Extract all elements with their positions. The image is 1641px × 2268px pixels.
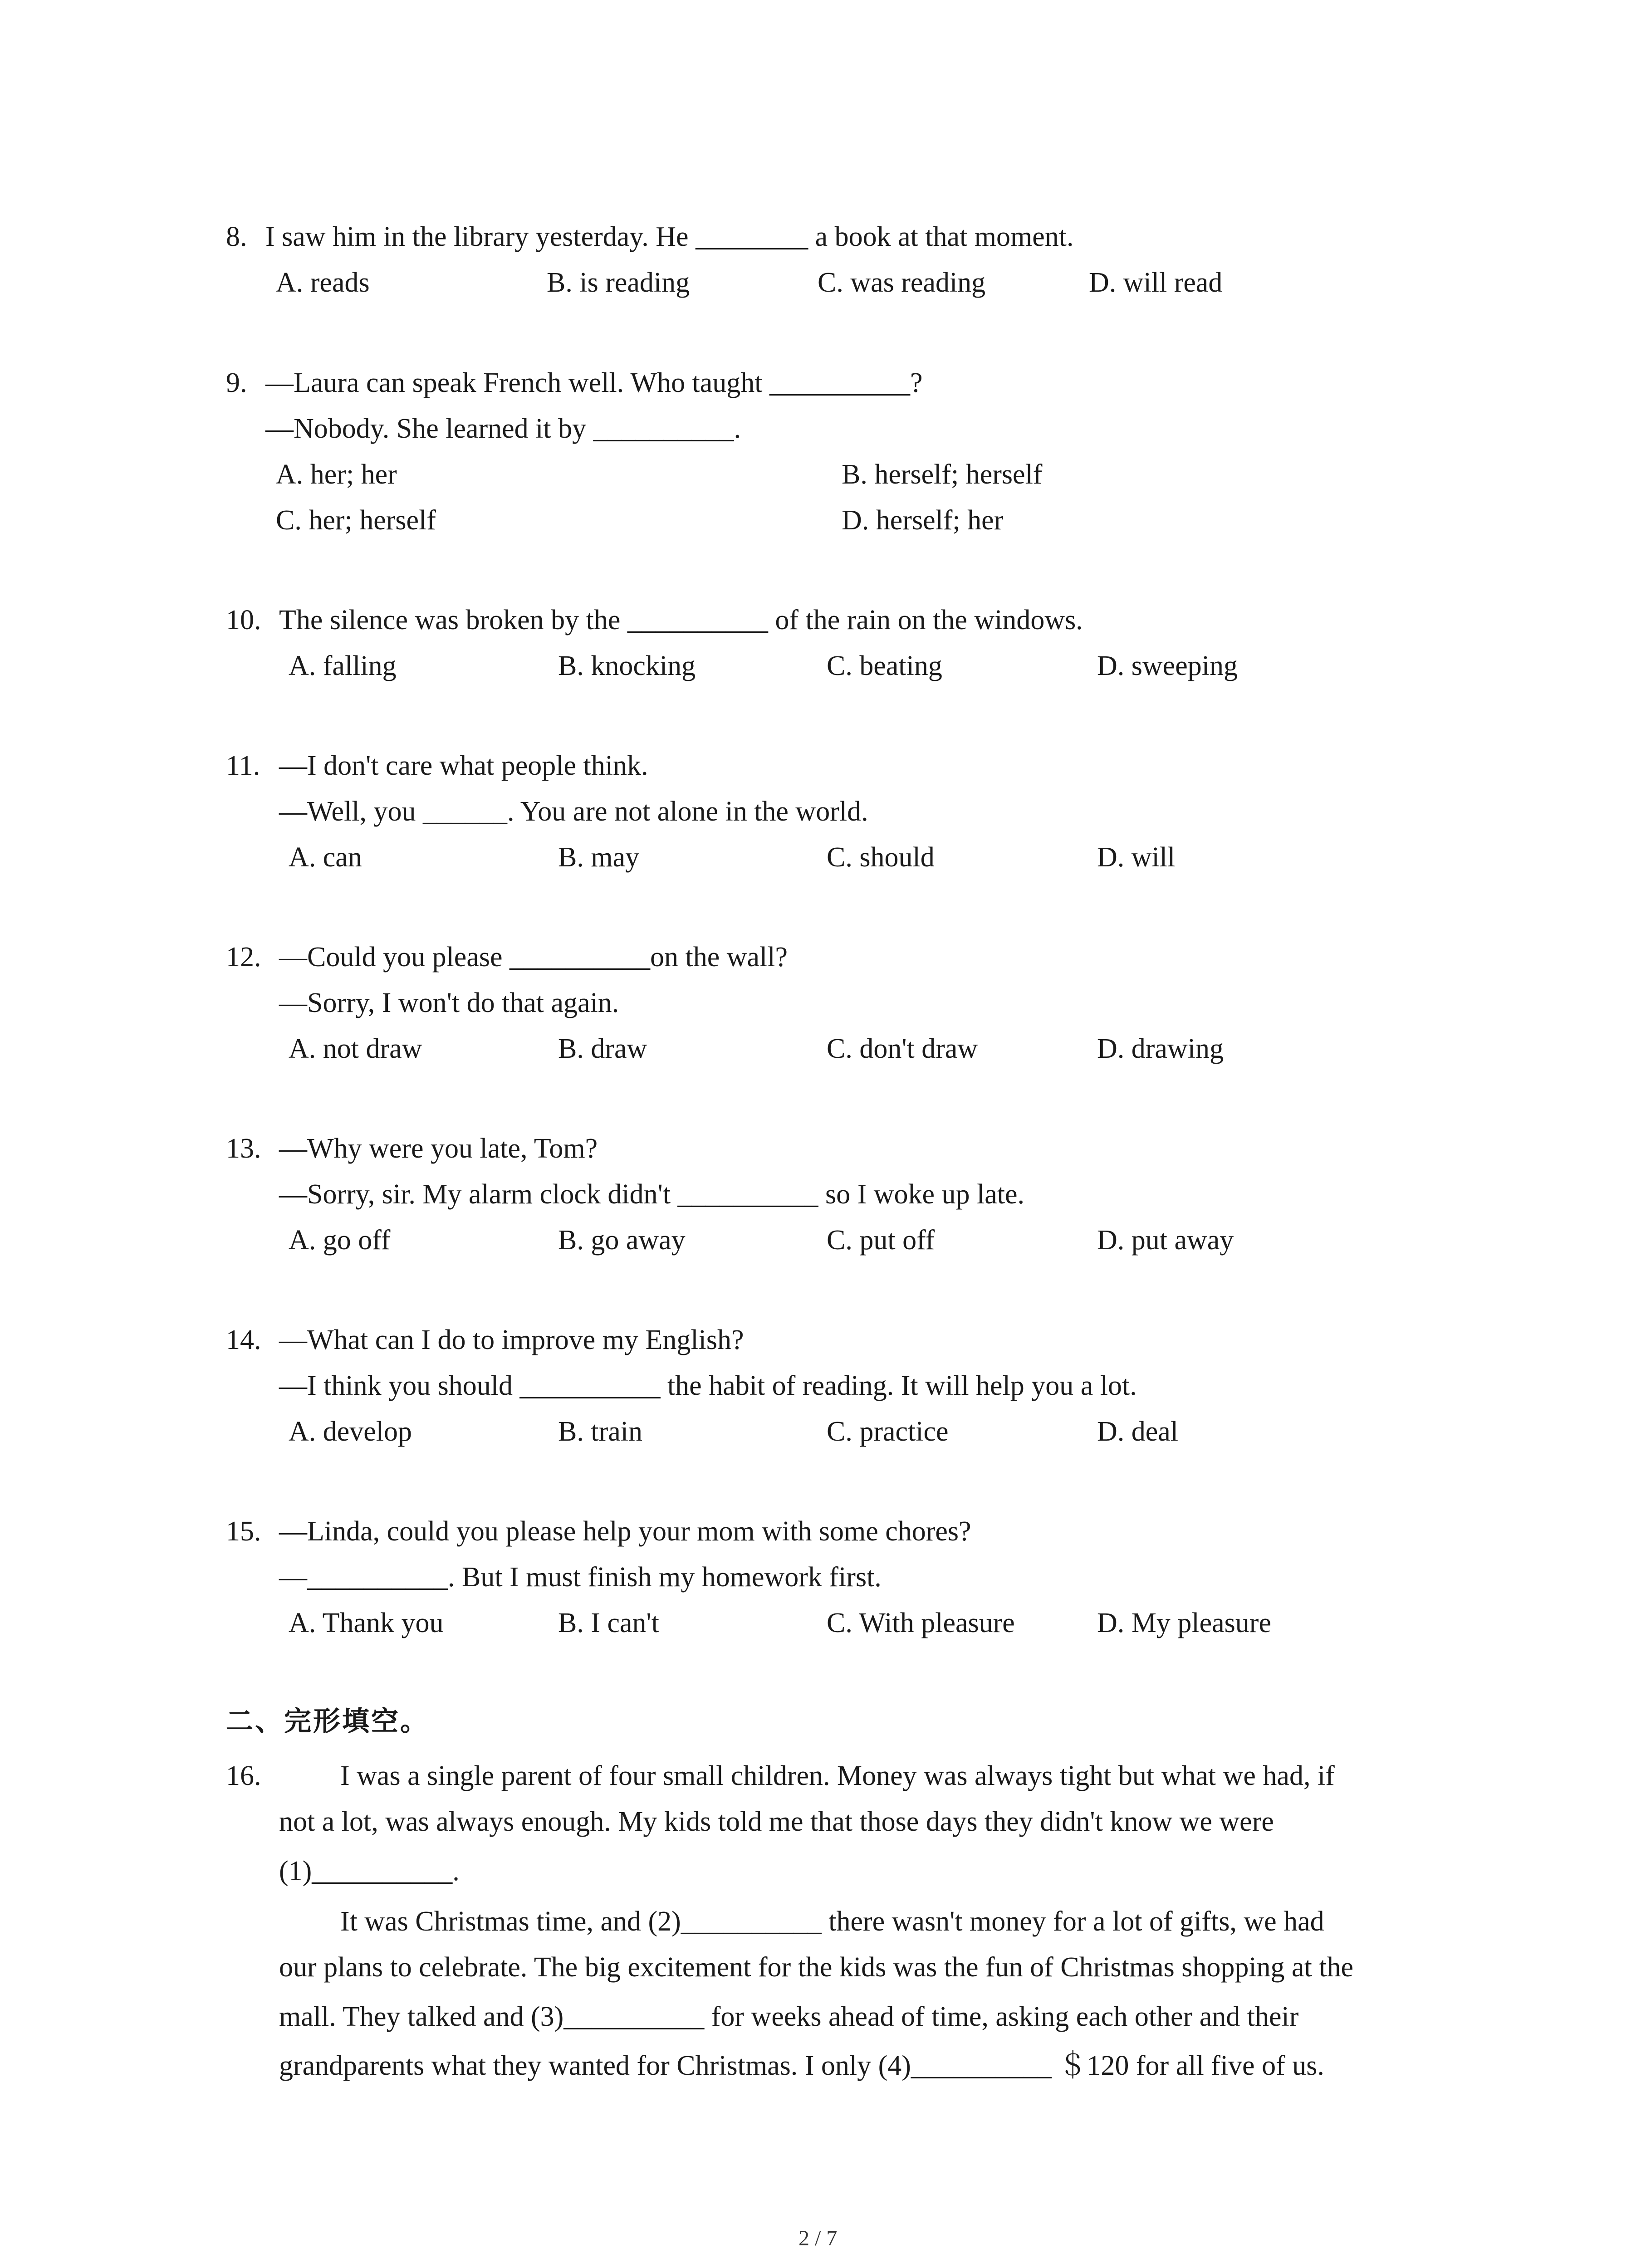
question-stem: —Laura can speak French well. Who taught __________? (265, 367, 923, 398)
option-d: D. My pleasure (1097, 1608, 1271, 1638)
option-d: D. drawing (1097, 1033, 1224, 1064)
passage-line: not a lot, was always enough. My kids told me that those days they didn't know we were (279, 1806, 1274, 1837)
option-d: D. herself; her (842, 505, 1004, 536)
question-stem: —Linda, could you please help your mom with some chores? (279, 1516, 971, 1547)
question-number: 9. (226, 367, 247, 398)
question-number: 12. (226, 942, 261, 973)
passage-line: (1)__________. (279, 1856, 460, 1887)
question-number: 11. (226, 750, 260, 781)
option-a: A. reads (276, 267, 370, 298)
option-d: D. put away (1097, 1225, 1234, 1256)
option-b: B. knocking (558, 650, 696, 681)
question-stem: —I don't care what people think. (279, 750, 648, 781)
option-d: D. will read (1089, 267, 1223, 298)
option-d: D. will (1097, 842, 1176, 873)
option-b: B. is reading (547, 267, 690, 298)
question-number: 15. (226, 1516, 261, 1547)
question-stem: —Why were you late, Tom? (279, 1133, 598, 1164)
option-b: B. herself; herself (842, 459, 1043, 490)
option-a: A. Thank you (289, 1608, 444, 1638)
passage-line: mall. They talked and (3)__________ for weeks ahead of time, asking each other and their (279, 2001, 1299, 2032)
option-b: B. may (558, 842, 640, 873)
option-c: C. her; herself (276, 505, 436, 536)
question-stem: —Could you please __________on the wall? (279, 942, 788, 973)
question-stem: The silence was broken by the __________ of the rain on the windows. (279, 605, 1083, 635)
question-stem: I saw him in the library yesterday. He ________ a book at that moment. (265, 221, 1074, 252)
passage-line: our plans to celebrate. The big excitement for the kids was the fun of Christmas shopping at the (279, 1952, 1354, 1983)
passage-number: 16. (226, 1760, 261, 1791)
option-c: C. put off (827, 1225, 935, 1256)
question-stem: —Sorry, I won't do that again. (279, 987, 619, 1018)
question-stem: —__________. But I must finish my homework first. (279, 1562, 882, 1593)
option-b: B. I can't (558, 1608, 659, 1638)
option-a: A. her; her (276, 459, 397, 490)
option-c: C. was reading (818, 267, 986, 298)
option-a: A. go off (289, 1225, 391, 1256)
question-stem: —Well, you ______. You are not alone in the world. (279, 796, 868, 827)
option-d: D. deal (1097, 1416, 1179, 1447)
question-number: 13. (226, 1133, 261, 1164)
question-stem: —What can I do to improve my English? (279, 1325, 744, 1355)
option-c: C. With pleasure (827, 1608, 1015, 1638)
question-stem: —Nobody. She learned it by __________. (265, 413, 741, 444)
option-a: A. develop (289, 1416, 412, 1447)
option-a: A. can (289, 842, 362, 873)
passage-line: I was a single parent of four small children. Money was always tight but what we had, if (340, 1760, 1335, 1791)
option-b: B. draw (558, 1033, 647, 1064)
question-stem: —Sorry, sir. My alarm clock didn't __________ so I woke up late. (279, 1179, 1025, 1210)
passage-line: grandparents what they wanted for Christmas. I only (4)__________ ＄120 for all five of us. (279, 2050, 1324, 2081)
option-a: A. falling (289, 650, 397, 681)
question-number: 14. (226, 1325, 261, 1355)
page-number: 2 / 7 (798, 2226, 838, 2250)
option-a: A. not draw (289, 1033, 422, 1064)
option-b: B. train (558, 1416, 642, 1447)
question-number: 8. (226, 221, 247, 252)
option-c: C. don't draw (827, 1033, 978, 1064)
question-number: 10. (226, 605, 261, 635)
option-b: B. go away (558, 1225, 686, 1256)
option-c: C. beating (827, 650, 942, 681)
passage-line: It was Christmas time, and (2)__________ there wasn't money for a lot of gifts, we had (340, 1906, 1324, 1937)
option-c: C. practice (827, 1416, 949, 1447)
option-d: D. sweeping (1097, 650, 1238, 681)
section-heading: 二、完形填空。 (226, 1706, 429, 1737)
question-stem: —I think you should __________ the habit of reading. It will help you a lot. (279, 1370, 1137, 1401)
option-c: C. should (827, 842, 935, 873)
